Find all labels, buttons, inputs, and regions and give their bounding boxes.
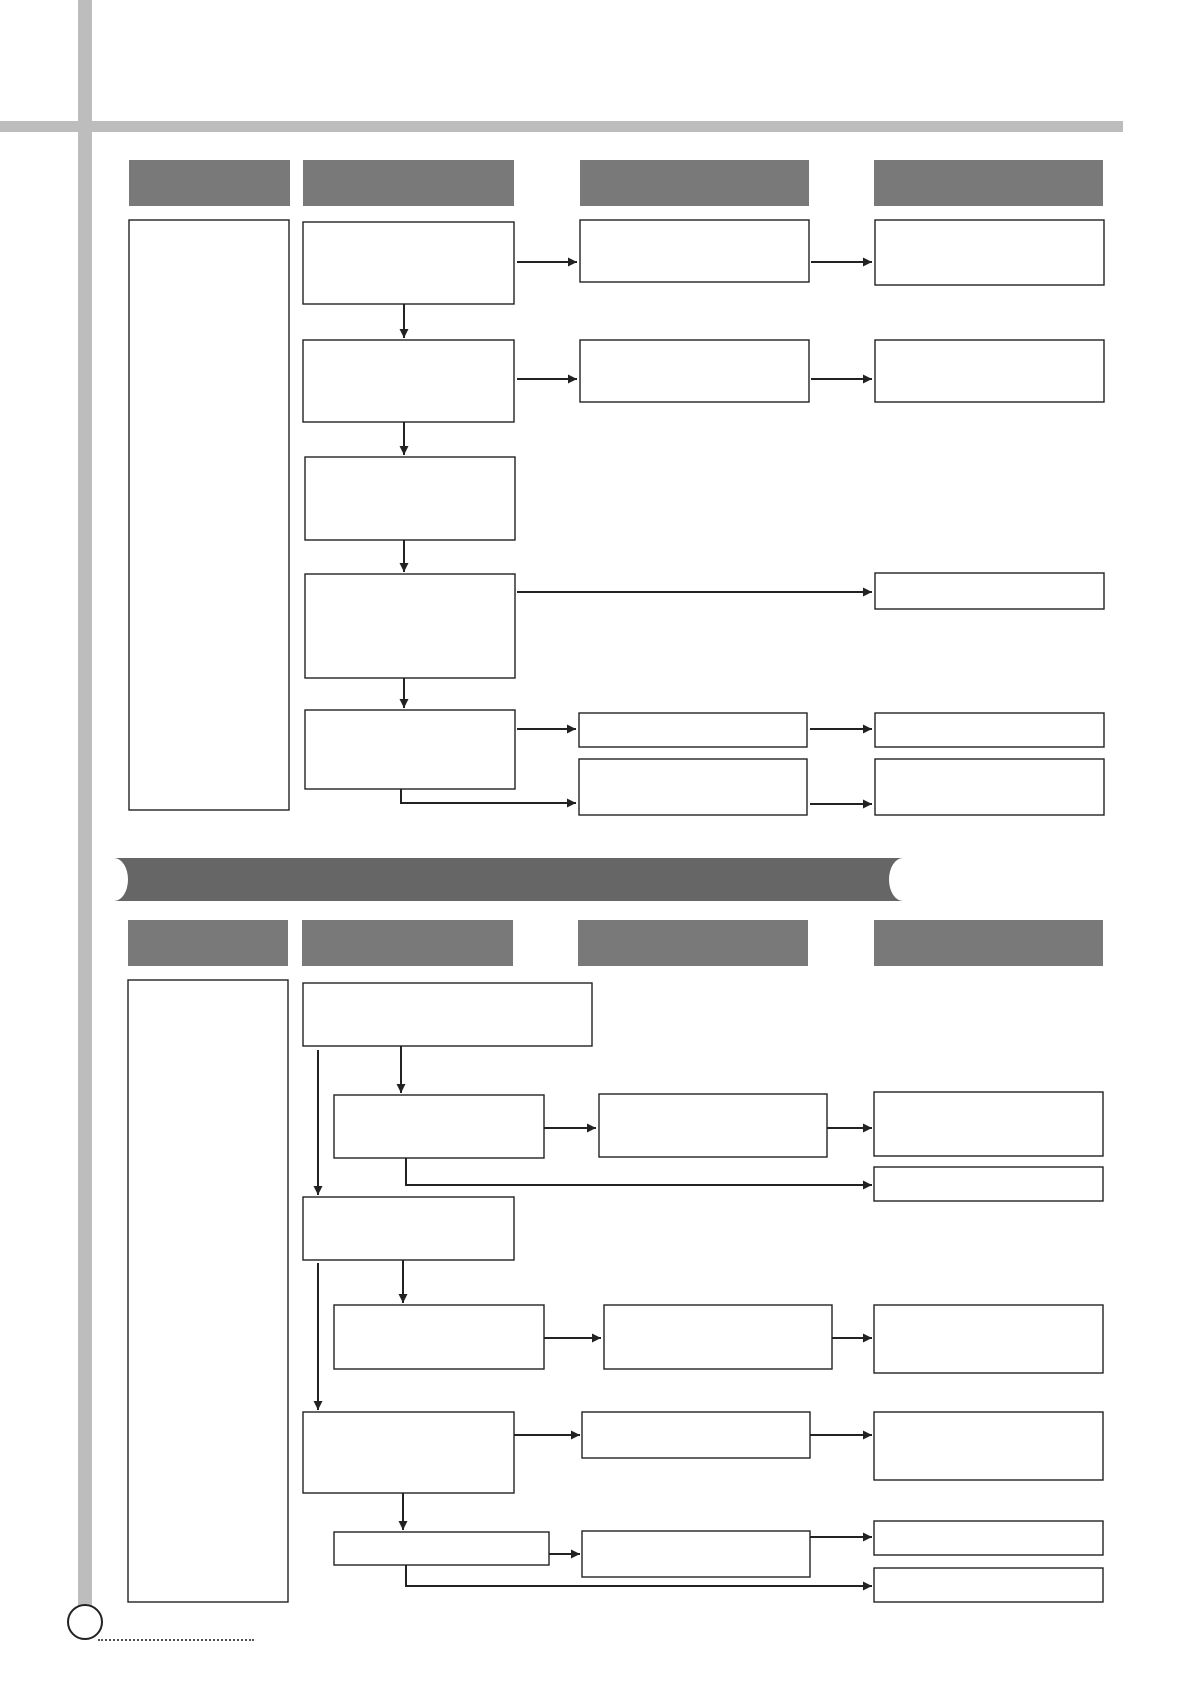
column-header	[302, 920, 513, 966]
flow-box	[875, 220, 1104, 285]
flow-box	[874, 1568, 1103, 1602]
side-box	[128, 980, 288, 1602]
flow-box	[874, 1167, 1103, 1201]
flowchart-upper	[129, 160, 1104, 815]
flow-box	[579, 759, 807, 815]
flow-box	[580, 340, 809, 402]
flow-box	[875, 340, 1104, 402]
flow-box	[334, 1095, 544, 1158]
flow-box	[579, 713, 807, 747]
footer-dotted-rule	[98, 1639, 254, 1641]
flow-box	[303, 1412, 514, 1493]
flow-box	[874, 1521, 1103, 1555]
flow-box	[303, 340, 514, 422]
flow-box	[582, 1412, 810, 1458]
flow-box	[303, 222, 514, 304]
flow-box	[305, 574, 515, 678]
column-header	[874, 160, 1103, 206]
column-header	[874, 920, 1103, 966]
flow-box	[604, 1305, 832, 1369]
column-header	[303, 160, 514, 206]
column-header	[128, 920, 288, 966]
flow-box	[334, 1305, 544, 1369]
flow-box	[303, 983, 592, 1046]
flow-box	[334, 1532, 549, 1565]
flow-box	[303, 1197, 514, 1260]
section-banner	[114, 858, 913, 901]
flow-box	[305, 710, 515, 789]
flow-box	[875, 713, 1104, 747]
flow-box	[875, 759, 1104, 815]
column-header	[580, 160, 809, 206]
page-number-badge	[67, 1604, 103, 1640]
flowchart-lower	[128, 920, 1103, 1602]
flow-box	[874, 1305, 1103, 1373]
flow-box	[875, 573, 1104, 609]
flow-box	[599, 1094, 827, 1157]
column-header	[129, 160, 290, 206]
flow-box	[580, 220, 809, 282]
flow-box	[305, 457, 515, 540]
flow-box	[874, 1412, 1103, 1480]
arrow-elbow	[406, 1158, 872, 1185]
flow-box	[582, 1531, 810, 1577]
side-box	[129, 220, 289, 810]
column-header	[578, 920, 808, 966]
arrow-elbow	[401, 789, 576, 803]
flow-box	[874, 1092, 1103, 1156]
